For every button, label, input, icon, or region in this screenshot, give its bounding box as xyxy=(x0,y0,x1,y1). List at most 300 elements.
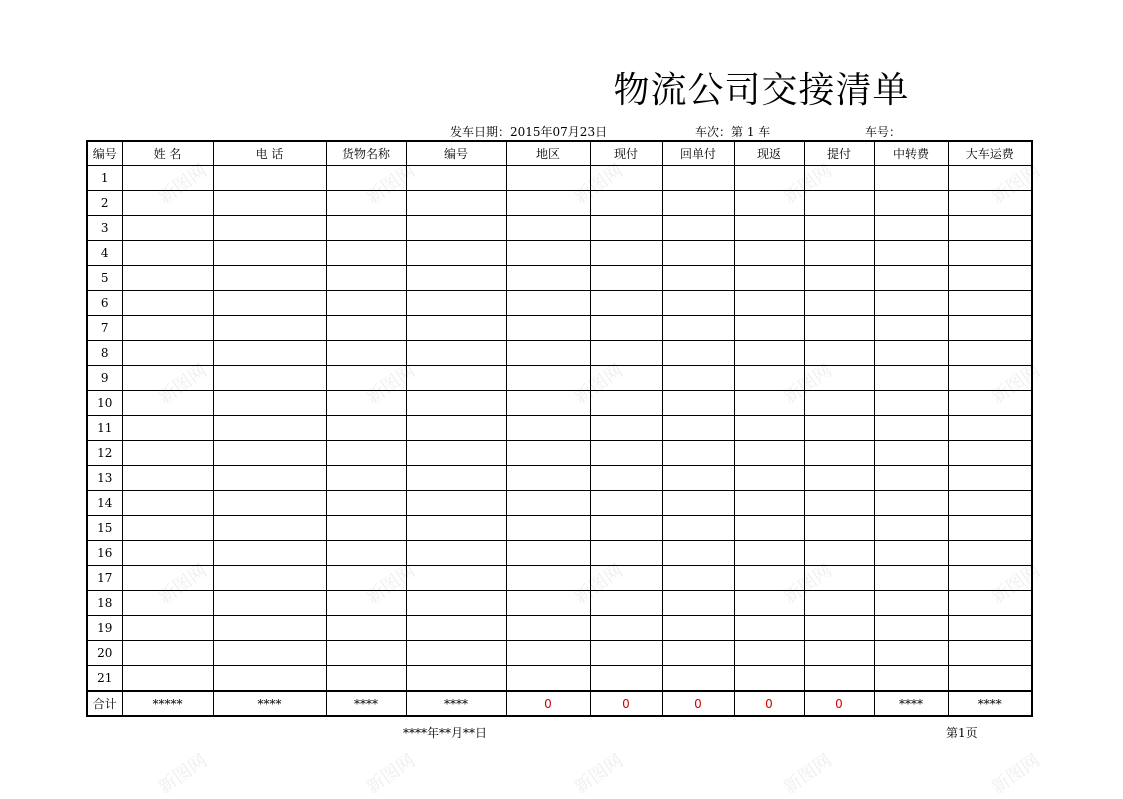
table-cell[interactable] xyxy=(734,466,804,491)
table-cell[interactable] xyxy=(506,416,590,441)
table-cell[interactable] xyxy=(506,341,590,366)
watermark-text: 新图网 xyxy=(779,560,836,609)
table-cell[interactable] xyxy=(326,466,406,491)
table-cell[interactable] xyxy=(734,241,804,266)
row-number: 3 xyxy=(87,216,122,241)
table-cell[interactable] xyxy=(122,491,213,516)
table-cell[interactable] xyxy=(734,416,804,441)
table-row xyxy=(87,216,1032,241)
table-cell[interactable] xyxy=(590,366,662,391)
table-cell[interactable] xyxy=(326,341,406,366)
table-cell[interactable] xyxy=(506,516,590,541)
table-cell[interactable] xyxy=(506,216,590,241)
table-cell[interactable] xyxy=(406,266,506,291)
table-cell[interactable] xyxy=(406,466,506,491)
row-number: 21 xyxy=(87,666,122,692)
watermark-text: 新图网 xyxy=(154,160,212,209)
table-cell[interactable] xyxy=(506,266,590,291)
table-cell[interactable] xyxy=(590,191,662,216)
table-cell[interactable] xyxy=(506,591,590,616)
table-cell[interactable] xyxy=(326,491,406,516)
table-cell[interactable] xyxy=(804,566,874,591)
table-cell[interactable] xyxy=(874,341,948,366)
table-cell[interactable] xyxy=(122,666,213,692)
table-cell[interactable] xyxy=(590,591,662,616)
table-cell[interactable] xyxy=(590,241,662,266)
table-row xyxy=(87,541,1032,566)
watermark-text: 新图网 xyxy=(779,750,836,799)
table-cell[interactable] xyxy=(874,616,948,641)
table-cell[interactable] xyxy=(662,491,734,516)
table-cell[interactable] xyxy=(326,616,406,641)
table-cell[interactable] xyxy=(804,341,874,366)
table-cell[interactable] xyxy=(734,166,804,191)
total-row xyxy=(87,691,1032,716)
table-cell[interactable] xyxy=(406,591,506,616)
table-cell[interactable] xyxy=(662,166,734,191)
table-cell[interactable] xyxy=(326,241,406,266)
table-cell[interactable] xyxy=(734,266,804,291)
row-number: 5 xyxy=(87,266,122,291)
table-cell[interactable] xyxy=(590,216,662,241)
table-cell[interactable] xyxy=(734,291,804,316)
table-cell[interactable] xyxy=(804,441,874,466)
table-cell[interactable] xyxy=(122,566,213,591)
table-cell[interactable] xyxy=(948,166,1032,191)
table-cell[interactable] xyxy=(662,191,734,216)
table-cell[interactable] xyxy=(326,366,406,391)
table-cell[interactable] xyxy=(874,316,948,341)
table-cell[interactable] xyxy=(506,666,590,692)
total-cell[interactable]: 0 xyxy=(662,691,734,716)
table-cell[interactable] xyxy=(662,591,734,616)
table-cell[interactable] xyxy=(948,266,1032,291)
table-cell[interactable] xyxy=(804,541,874,566)
table-cell[interactable] xyxy=(804,591,874,616)
table-cell[interactable] xyxy=(406,666,506,692)
table-cell[interactable] xyxy=(122,366,213,391)
table-cell[interactable] xyxy=(734,566,804,591)
table-cell[interactable] xyxy=(590,266,662,291)
table-cell[interactable] xyxy=(326,291,406,316)
table-cell[interactable] xyxy=(734,216,804,241)
table-cell[interactable] xyxy=(122,416,213,441)
table-cell[interactable] xyxy=(948,666,1032,692)
table-cell[interactable] xyxy=(662,266,734,291)
table-cell[interactable] xyxy=(590,641,662,666)
watermark-text: 新图网 xyxy=(570,160,627,209)
table-cell[interactable] xyxy=(122,516,213,541)
table-cell[interactable] xyxy=(948,416,1032,441)
table-cell[interactable] xyxy=(213,666,326,692)
table-row xyxy=(87,616,1032,641)
departure-date: 发车日期：2015年07月23日 xyxy=(450,125,608,139)
table-cell[interactable] xyxy=(948,566,1032,591)
table-cell[interactable] xyxy=(590,541,662,566)
table-cell[interactable] xyxy=(406,191,506,216)
table-cell[interactable] xyxy=(213,216,326,241)
table-row xyxy=(87,416,1032,441)
table-cell[interactable] xyxy=(874,466,948,491)
table-cell[interactable] xyxy=(662,641,734,666)
table-cell[interactable] xyxy=(948,391,1032,416)
col-header-goods: 货物名称 xyxy=(326,141,406,166)
table-cell[interactable] xyxy=(804,166,874,191)
total-cell[interactable]: **** xyxy=(326,691,406,716)
col-header-name: 姓 名 xyxy=(122,141,213,166)
table-cell[interactable] xyxy=(874,541,948,566)
table-cell[interactable] xyxy=(662,316,734,341)
table-cell[interactable] xyxy=(406,341,506,366)
table-cell[interactable] xyxy=(874,391,948,416)
table-cell[interactable] xyxy=(122,166,213,191)
col-header-receipt-pay: 回单付 xyxy=(662,141,734,166)
table-cell[interactable] xyxy=(406,516,506,541)
table-cell[interactable] xyxy=(874,566,948,591)
table-cell[interactable] xyxy=(122,441,213,466)
table-cell[interactable] xyxy=(734,191,804,216)
row-number: 4 xyxy=(87,241,122,266)
table-cell[interactable] xyxy=(662,666,734,692)
row-number: 19 xyxy=(87,616,122,641)
watermark-text: 新图网 xyxy=(362,560,420,609)
row-number: 8 xyxy=(87,341,122,366)
watermark-text: 新图网 xyxy=(779,160,836,209)
table-cell[interactable] xyxy=(122,616,213,641)
table-cell[interactable] xyxy=(326,316,406,341)
row-number: 20 xyxy=(87,641,122,666)
table-cell[interactable] xyxy=(326,641,406,666)
table-cell[interactable] xyxy=(874,641,948,666)
row-number: 10 xyxy=(87,391,122,416)
total-cell[interactable]: **** xyxy=(213,691,326,716)
table-cell[interactable] xyxy=(213,191,326,216)
table-cell[interactable] xyxy=(948,641,1032,666)
table-cell[interactable] xyxy=(590,166,662,191)
table-cell[interactable] xyxy=(662,441,734,466)
watermark-text: 新图网 xyxy=(362,360,420,409)
table-cell[interactable] xyxy=(948,291,1032,316)
table-cell[interactable] xyxy=(406,216,506,241)
total-cell[interactable]: 0 xyxy=(804,691,874,716)
table-cell[interactable] xyxy=(948,616,1032,641)
row-number: 11 xyxy=(87,416,122,441)
table-cell[interactable] xyxy=(662,366,734,391)
table-cell[interactable] xyxy=(406,616,506,641)
table-cell[interactable] xyxy=(213,616,326,641)
table-cell[interactable] xyxy=(804,391,874,416)
table-cell[interactable] xyxy=(506,641,590,666)
table-cell[interactable] xyxy=(662,216,734,241)
table-cell[interactable] xyxy=(506,566,590,591)
table-cell[interactable] xyxy=(406,491,506,516)
table-cell[interactable] xyxy=(590,566,662,591)
table-cell[interactable] xyxy=(804,516,874,541)
table-row xyxy=(87,341,1032,366)
table-cell[interactable] xyxy=(213,266,326,291)
row-number: 12 xyxy=(87,441,122,466)
watermark-text: 新图网 xyxy=(154,360,212,409)
table-cell[interactable] xyxy=(506,616,590,641)
table-cell[interactable] xyxy=(662,341,734,366)
table-cell[interactable] xyxy=(406,566,506,591)
table-cell[interactable] xyxy=(122,216,213,241)
table-cell[interactable] xyxy=(122,341,213,366)
watermark-text: 新图网 xyxy=(570,360,627,409)
table-cell[interactable] xyxy=(734,391,804,416)
table-cell[interactable] xyxy=(874,291,948,316)
table-cell[interactable] xyxy=(874,266,948,291)
table-cell[interactable] xyxy=(590,416,662,441)
table-cell[interactable] xyxy=(734,541,804,566)
watermark-text: 新图网 xyxy=(362,750,420,799)
total-cell[interactable]: **** xyxy=(406,691,506,716)
row-number: 7 xyxy=(87,316,122,341)
table-cell[interactable] xyxy=(406,291,506,316)
table-cell[interactable] xyxy=(874,441,948,466)
table-cell[interactable] xyxy=(948,441,1032,466)
table-cell[interactable] xyxy=(213,341,326,366)
table-cell[interactable] xyxy=(122,191,213,216)
table-cell[interactable] xyxy=(804,266,874,291)
table-cell[interactable] xyxy=(122,291,213,316)
table-cell[interactable] xyxy=(948,516,1032,541)
watermark-text: 新图网 xyxy=(779,360,836,409)
table-cell[interactable] xyxy=(804,491,874,516)
table-cell[interactable] xyxy=(326,166,406,191)
vehicle-plate: 车号： xyxy=(865,125,902,139)
total-label: 合计 xyxy=(87,691,122,716)
table-cell[interactable] xyxy=(213,166,326,191)
watermark-text: 新图网 xyxy=(987,160,1044,209)
table-cell[interactable] xyxy=(662,516,734,541)
watermark-text: 新图网 xyxy=(987,560,1044,609)
table-row xyxy=(87,591,1032,616)
table-cell[interactable] xyxy=(804,366,874,391)
table-cell[interactable] xyxy=(948,491,1032,516)
table-cell[interactable] xyxy=(406,316,506,341)
table-cell[interactable] xyxy=(406,366,506,391)
table-cell[interactable] xyxy=(590,441,662,466)
table-cell[interactable] xyxy=(590,616,662,641)
table-row xyxy=(87,516,1032,541)
table-row xyxy=(87,391,1032,416)
table-cell[interactable] xyxy=(506,291,590,316)
table-cell[interactable] xyxy=(122,541,213,566)
table-cell[interactable] xyxy=(948,341,1032,366)
table-row xyxy=(87,666,1032,692)
total-cell[interactable]: **** xyxy=(948,691,1032,716)
table-cell[interactable] xyxy=(122,316,213,341)
col-header-pickup-pay: 提付 xyxy=(804,141,874,166)
table-cell[interactable] xyxy=(874,191,948,216)
table-cell[interactable] xyxy=(804,191,874,216)
table-cell[interactable] xyxy=(662,416,734,441)
footer-date: ****年**月**日 xyxy=(403,726,488,740)
col-header-truck-freight: 大车运费 xyxy=(948,141,1032,166)
table-cell[interactable] xyxy=(804,616,874,641)
table-cell[interactable] xyxy=(406,441,506,466)
table-cell[interactable] xyxy=(122,391,213,416)
table-cell[interactable] xyxy=(948,216,1032,241)
table-cell[interactable] xyxy=(326,416,406,441)
row-number: 14 xyxy=(87,491,122,516)
table-cell[interactable] xyxy=(213,541,326,566)
table-cell[interactable] xyxy=(213,641,326,666)
table-cell[interactable] xyxy=(804,216,874,241)
table-cell[interactable] xyxy=(590,316,662,341)
table-cell[interactable] xyxy=(948,191,1032,216)
table-cell[interactable] xyxy=(804,641,874,666)
table-cell[interactable] xyxy=(590,466,662,491)
table-cell[interactable] xyxy=(406,166,506,191)
table-cell[interactable] xyxy=(406,641,506,666)
table-cell[interactable] xyxy=(874,516,948,541)
table-cell[interactable] xyxy=(804,416,874,441)
table-cell[interactable] xyxy=(734,591,804,616)
table-cell[interactable] xyxy=(122,266,213,291)
table-cell[interactable] xyxy=(213,516,326,541)
table-cell[interactable] xyxy=(804,241,874,266)
table-cell[interactable] xyxy=(662,566,734,591)
table-cell[interactable] xyxy=(874,241,948,266)
table-cell[interactable] xyxy=(948,541,1032,566)
table-cell[interactable] xyxy=(874,666,948,692)
table-cell[interactable] xyxy=(874,216,948,241)
table-cell[interactable] xyxy=(662,391,734,416)
table-cell[interactable] xyxy=(506,241,590,266)
table-cell[interactable] xyxy=(326,541,406,566)
table-cell[interactable] xyxy=(734,666,804,692)
table-cell[interactable] xyxy=(326,566,406,591)
table-cell[interactable] xyxy=(590,491,662,516)
total-cell[interactable]: 0 xyxy=(506,691,590,716)
table-cell[interactable] xyxy=(948,466,1032,491)
table-cell[interactable] xyxy=(122,466,213,491)
table-cell[interactable] xyxy=(874,491,948,516)
table-row xyxy=(87,291,1032,316)
table-cell[interactable] xyxy=(506,491,590,516)
table-cell[interactable] xyxy=(662,616,734,641)
table-cell[interactable] xyxy=(213,241,326,266)
table-cell[interactable] xyxy=(122,241,213,266)
table-cell[interactable] xyxy=(804,666,874,692)
table-cell[interactable] xyxy=(874,166,948,191)
handover-table xyxy=(86,140,1033,717)
table-cell[interactable] xyxy=(662,466,734,491)
table-cell[interactable] xyxy=(874,366,948,391)
table-cell[interactable] xyxy=(506,391,590,416)
table-row xyxy=(87,266,1032,291)
table-cell[interactable] xyxy=(734,516,804,541)
total-cell[interactable]: 0 xyxy=(590,691,662,716)
table-cell[interactable] xyxy=(506,316,590,341)
table-row xyxy=(87,491,1032,516)
watermark-text: 新图网 xyxy=(570,560,627,609)
table-row xyxy=(87,241,1032,266)
table-cell[interactable] xyxy=(326,591,406,616)
table-cell[interactable] xyxy=(506,441,590,466)
table-cell[interactable] xyxy=(734,441,804,466)
table-cell[interactable] xyxy=(948,241,1032,266)
table-cell[interactable] xyxy=(662,541,734,566)
table-cell[interactable] xyxy=(406,391,506,416)
trip-number: 车次：第 1 车 xyxy=(695,125,771,139)
watermark-text: 新图网 xyxy=(154,560,212,609)
table-cell[interactable] xyxy=(506,366,590,391)
table-cell[interactable] xyxy=(590,291,662,316)
table-cell[interactable] xyxy=(213,316,326,341)
table-cell[interactable] xyxy=(590,341,662,366)
table-cell[interactable] xyxy=(590,666,662,692)
table-cell[interactable] xyxy=(948,316,1032,341)
table-cell[interactable] xyxy=(662,241,734,266)
total-cell[interactable]: 0 xyxy=(734,691,804,716)
watermark-text: 新图网 xyxy=(987,360,1044,409)
table-cell[interactable] xyxy=(326,191,406,216)
table-cell[interactable] xyxy=(213,566,326,591)
table-cell[interactable] xyxy=(506,541,590,566)
table-cell[interactable] xyxy=(734,316,804,341)
table-cell[interactable] xyxy=(213,491,326,516)
table-cell[interactable] xyxy=(213,591,326,616)
table-cell[interactable] xyxy=(326,441,406,466)
total-cell[interactable]: **** xyxy=(874,691,948,716)
table-cell[interactable] xyxy=(506,191,590,216)
table-cell[interactable] xyxy=(406,241,506,266)
table-cell[interactable] xyxy=(874,416,948,441)
col-header-code: 编号 xyxy=(406,141,506,166)
table-cell[interactable] xyxy=(213,466,326,491)
table-cell[interactable] xyxy=(406,541,506,566)
table-cell[interactable] xyxy=(213,441,326,466)
table-cell[interactable] xyxy=(326,391,406,416)
table-cell[interactable] xyxy=(948,591,1032,616)
table-cell[interactable] xyxy=(590,391,662,416)
table-cell[interactable] xyxy=(122,591,213,616)
table-cell[interactable] xyxy=(804,291,874,316)
table-cell[interactable] xyxy=(326,216,406,241)
table-cell[interactable] xyxy=(506,166,590,191)
table-cell[interactable] xyxy=(804,466,874,491)
table-cell[interactable] xyxy=(122,641,213,666)
table-cell[interactable] xyxy=(506,466,590,491)
table-cell[interactable] xyxy=(406,416,506,441)
table-cell[interactable] xyxy=(874,591,948,616)
watermark-text: 新图网 xyxy=(362,160,420,209)
table-cell[interactable] xyxy=(326,516,406,541)
header-row xyxy=(87,141,1032,166)
table-cell[interactable] xyxy=(213,291,326,316)
table-cell[interactable] xyxy=(213,416,326,441)
col-header-cash-pay: 现付 xyxy=(590,141,662,166)
table-cell[interactable] xyxy=(590,516,662,541)
table-cell[interactable] xyxy=(734,341,804,366)
table-cell[interactable] xyxy=(326,266,406,291)
table-cell[interactable] xyxy=(734,491,804,516)
total-cell[interactable]: ***** xyxy=(122,691,213,716)
table-cell[interactable] xyxy=(734,616,804,641)
table-cell[interactable] xyxy=(734,641,804,666)
table-cell[interactable] xyxy=(213,366,326,391)
table-cell[interactable] xyxy=(326,666,406,692)
table-cell[interactable] xyxy=(662,291,734,316)
row-number: 2 xyxy=(87,191,122,216)
table-cell[interactable] xyxy=(804,316,874,341)
table-cell[interactable] xyxy=(213,391,326,416)
table-cell[interactable] xyxy=(948,366,1032,391)
table-cell[interactable] xyxy=(734,366,804,391)
